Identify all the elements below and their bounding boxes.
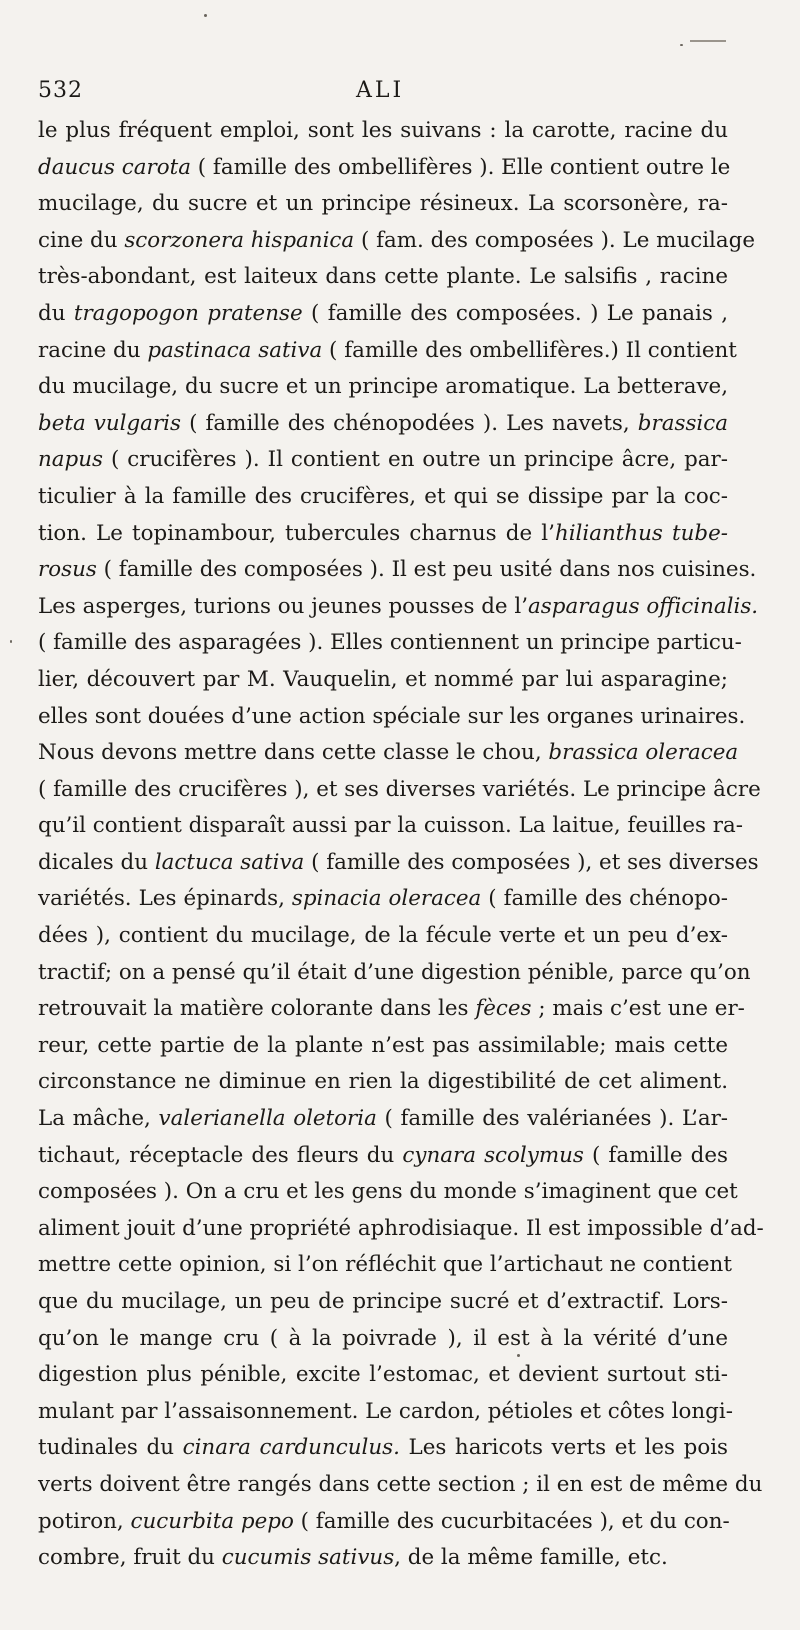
italic-term: cynara scolymus	[402, 1142, 584, 1168]
text-line	[38, 333, 737, 370]
text-run: ( famille des ombellifères.) Il contient	[322, 337, 737, 363]
text-run: ( famille des cucurbitacées ), et du con-	[293, 1508, 730, 1534]
text-line	[38, 406, 728, 443]
text-run: ( famille des ombellifères ). Elle contient outre le	[190, 154, 731, 180]
text-line	[38, 772, 761, 809]
text-run: tion. Le topinambour, tubercules charnus de l’	[38, 520, 555, 546]
text-line	[38, 808, 743, 845]
text-run: dées ), contient du mucilage, de la fécule verte et un peu d’ex-	[38, 923, 728, 949]
text-run: composées ). On a cru et les gens du monde s’imaginent que cet	[38, 1179, 738, 1205]
italic-term: tragopogon pratense	[73, 300, 303, 326]
text-line	[38, 1138, 728, 1175]
italic-term: napus	[38, 447, 103, 473]
text-run: mettre cette opinion, si l’on réfléchit que l’artichaut ne contient	[38, 1252, 732, 1278]
text-line	[38, 1394, 733, 1431]
italic-term: spinacia oleracea	[291, 886, 482, 912]
text-run: elles sont douées d’une action spéciale sur les organes urinaires.	[38, 703, 746, 729]
text-line	[38, 662, 728, 699]
text-run: potiron,	[38, 1508, 131, 1534]
text-line	[38, 1028, 728, 1065]
text-run: La mâche,	[38, 1106, 159, 1132]
text-line	[38, 1357, 728, 1394]
text-line	[38, 918, 728, 955]
italic-term: hilianthus tube-	[554, 520, 728, 546]
text-line	[38, 589, 759, 626]
page-header	[38, 78, 728, 112]
text-line	[38, 296, 728, 333]
text-line	[38, 479, 728, 516]
text-run: tractif; on a pensé qu’il était d’une digestion pénible, parce qu’on	[38, 959, 751, 985]
text-run: ; mais c’est une er-	[531, 996, 745, 1022]
italic-term: cucumis sativus	[221, 1545, 395, 1571]
italic-term: cucurbita pepo	[130, 1508, 294, 1534]
text-line	[38, 991, 745, 1028]
italic-term: cinara cardunculus.	[182, 1435, 400, 1461]
text-run: qu’on le mange cru ( à la poivrade ), il est à la vérité d’une	[38, 1325, 728, 1351]
text-line	[38, 223, 756, 260]
text-run: variétés. Les épinards,	[38, 886, 292, 912]
text-run: ( famille des chénopo-	[481, 886, 728, 912]
text-run: le plus fréquent emploi, sont les suivans : la carotte, racine du	[38, 118, 728, 143]
italic-term: fèces	[475, 996, 532, 1022]
text-line	[38, 625, 742, 662]
italic-term: pastinaca sativa	[147, 337, 323, 363]
text-run: ticulier à la famille des crucifères, et qui se dissipe par la coc-	[38, 483, 728, 509]
italic-term: scorzonera hispanica	[124, 227, 355, 253]
text-run: ( famille des valérianées ). L’ar-	[376, 1106, 729, 1132]
ink-speck	[204, 14, 207, 17]
text-run: circonstance ne diminue en rien la digestibilité de cet aliment.	[38, 1069, 728, 1095]
text-line	[38, 113, 728, 150]
text-run: ( famille des	[583, 1142, 728, 1168]
text-run: qu’il contient disparaît aussi par la cuisson. La laitue, feuilles ra-	[38, 813, 743, 839]
text-run: mucilage, du sucre et un principe résineux. La scorsonère, ra-	[38, 191, 728, 217]
italic-term: asparagus officinalis.	[528, 593, 759, 619]
body-paragraph	[38, 113, 764, 1577]
text-run: ( famille des crucifères ), et ses diverses variétés. Le principe âcre	[38, 776, 761, 802]
text-run: Les asperges, turions ou jeunes pousses de l’	[38, 593, 529, 619]
page-number: 532	[38, 78, 83, 103]
text-run: lier, découvert par M. Vauquelin, et nommé par lui asparagine;	[38, 666, 728, 692]
text-line	[38, 1540, 728, 1577]
text-line	[38, 845, 759, 882]
text-line	[38, 1430, 728, 1467]
italic-term: brassica oleracea	[548, 740, 739, 766]
text-line	[38, 516, 728, 553]
text-line	[38, 881, 728, 918]
text-run: combre, fruit du	[38, 1545, 222, 1571]
text-line	[38, 259, 728, 296]
text-run: retrouvait la matière colorante dans les	[38, 996, 476, 1022]
text-run: verts doivent être rangés dans cette section ; il en est de même du	[38, 1471, 763, 1497]
text-run: , de la même famille, etc.	[394, 1545, 668, 1571]
text-run: du	[38, 300, 74, 326]
text-line	[38, 735, 739, 772]
ink-speck	[680, 44, 683, 46]
text-line	[38, 1101, 728, 1138]
text-run: ( famille des chénopodées ). Les navets,	[180, 410, 638, 436]
text-run: très-abondant, est laiteux dans cette plante. Le salsifis , racine	[38, 264, 728, 290]
italic-term: lactuca sativa	[154, 849, 305, 875]
italic-term: rosus	[38, 557, 97, 583]
text-line	[38, 150, 731, 187]
text-run: ( famille des composées ). Il est peu usité dans nos cuisines.	[96, 557, 757, 583]
italic-term: brassica	[637, 410, 728, 436]
text-run: tichaut, réceptacle des fleurs du	[38, 1142, 403, 1168]
italic-term: beta vulgaris	[38, 410, 181, 436]
text-line	[38, 552, 757, 589]
text-run: que du mucilage, un peu de principe sucré et d’extractif. Lors-	[38, 1289, 728, 1314]
text-run: aliment jouit d’une propriété aphrodisiaque. Il est impossible d’ad-	[38, 1215, 764, 1241]
text-line	[38, 1284, 728, 1321]
running-head: ALI	[356, 78, 405, 103]
printer-mark	[690, 40, 726, 42]
text-line	[38, 1211, 764, 1248]
text-line	[38, 1174, 738, 1211]
text-line	[38, 1504, 728, 1541]
text-run: racine du	[38, 337, 148, 363]
text-run: ( famille des composées ), et ses diverses	[304, 849, 759, 875]
italic-term: valerianella oletoria	[158, 1106, 377, 1132]
ink-speck	[10, 640, 12, 643]
text-run: du mucilage, du sucre et un principe aromatique. La betterave,	[38, 374, 728, 400]
text-run: Nous devons mettre dans cette classe le chou,	[38, 740, 549, 766]
text-run: ( famille des asparagées ). Elles contiennent un principe particu-	[38, 630, 742, 656]
text-line	[38, 1247, 732, 1284]
text-line	[38, 186, 728, 223]
text-line	[38, 1064, 728, 1101]
text-run: reur, cette partie de la plante n’est pas assimilable; mais cette	[38, 1032, 728, 1058]
text-run: digestion plus pénible, excite l’estomac, et devient surtout sti-	[38, 1362, 728, 1388]
text-line	[38, 369, 728, 406]
text-run: tudinales du	[38, 1435, 183, 1461]
text-run: ( crucifères ). Il contient en outre un principe âcre, par-	[102, 447, 728, 473]
text-line	[38, 442, 728, 479]
text-line	[38, 1321, 728, 1358]
text-line	[38, 1467, 763, 1504]
text-line	[38, 955, 751, 992]
text-line	[38, 699, 746, 736]
text-run: ( famille des composées. ) Le panais ,	[302, 300, 728, 326]
italic-term: daucus carota	[38, 154, 191, 180]
text-run: ( fam. des composées ). Le mucilage	[354, 227, 756, 253]
text-run: dicales du	[38, 849, 155, 875]
text-run: cine du	[38, 227, 125, 253]
text-run: Les haricots verts et les pois	[399, 1435, 729, 1461]
text-run: mulant par l’assaisonnement. Le cardon, pétioles et côtes longi-	[38, 1398, 733, 1424]
